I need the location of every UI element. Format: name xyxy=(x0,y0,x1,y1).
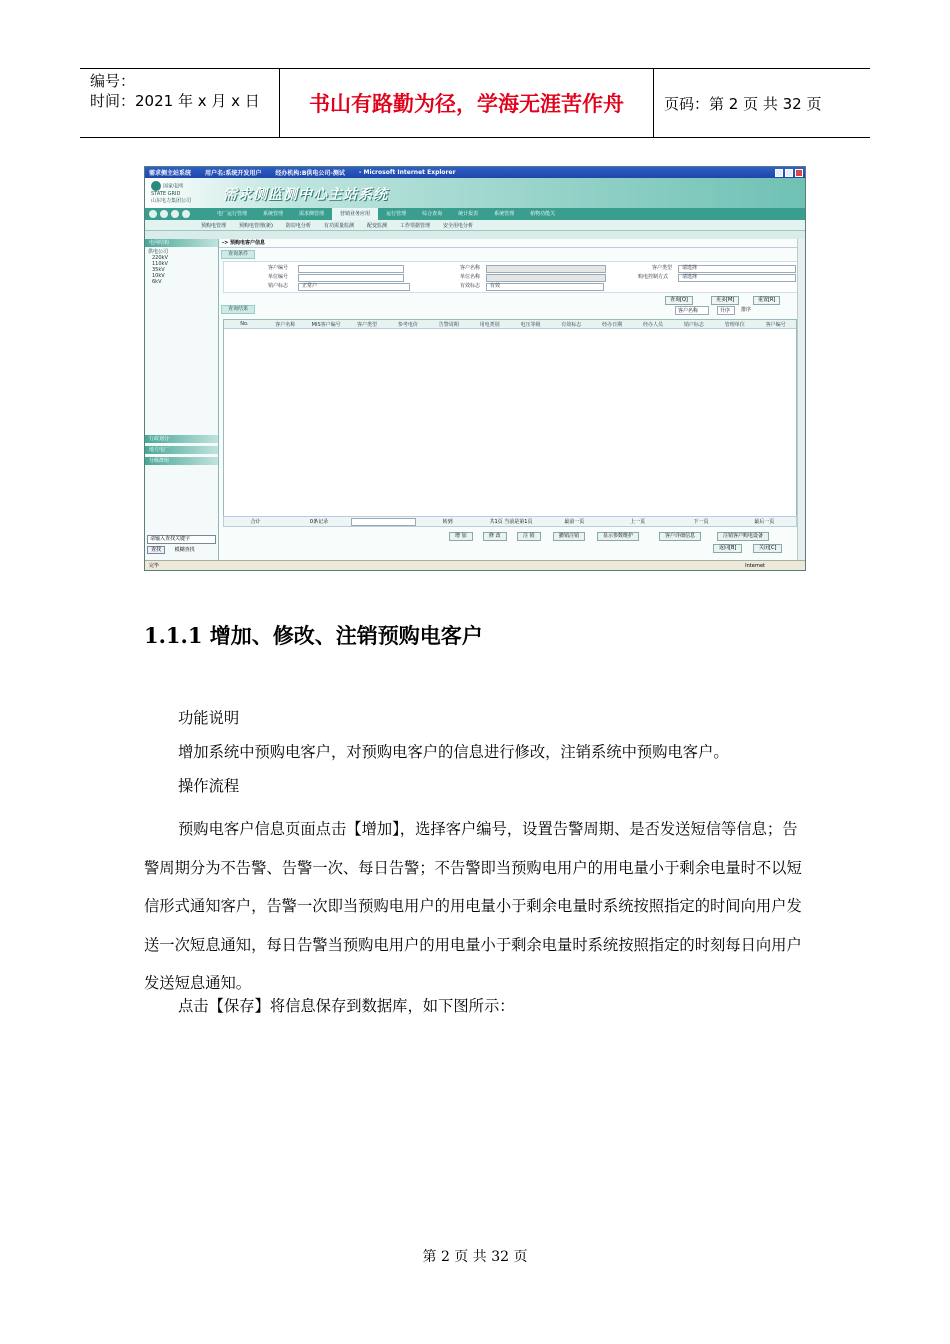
back-button[interactable]: 返回[B] xyxy=(713,544,742,553)
column-header[interactable]: 经办日期 xyxy=(602,321,623,328)
control-mode-label: 购电控制方式 xyxy=(638,274,669,280)
pager-item[interactable]: 最前一页 xyxy=(564,519,585,525)
status-zone: Internet xyxy=(745,562,765,569)
tab-result[interactable]: 查询结果 xyxy=(221,305,255,314)
nav-item[interactable]: 需求侧管理 xyxy=(299,211,325,217)
number-label: 编号： xyxy=(90,72,136,90)
status-text: 完毕 xyxy=(149,563,160,569)
window-titlebar xyxy=(145,167,805,178)
page-title: -> 预购电客户信息 xyxy=(219,239,805,248)
sub-nav-item[interactable]: 配变监测 xyxy=(366,222,387,229)
sub-nav xyxy=(145,220,805,231)
sub-nav-item[interactable]: 预购电管理(新) xyxy=(239,222,273,229)
forward-icon[interactable] xyxy=(160,210,168,218)
tree-node[interactable]: 6kV xyxy=(152,279,162,285)
vertical-scrollbar[interactable] xyxy=(797,239,805,561)
column-header[interactable]: 销户标志 xyxy=(683,321,704,328)
column-header[interactable]: 告警周期 xyxy=(438,321,459,328)
edit-button[interactable]: 修 改 xyxy=(483,532,507,541)
valid-flag-value: 有效 xyxy=(490,283,501,289)
control-mode-value: 请选择 xyxy=(682,274,698,280)
logo-line2: STATE GRID xyxy=(151,191,181,197)
back-icon[interactable] xyxy=(149,210,157,218)
valid-flag-select[interactable] xyxy=(486,283,604,291)
system-banner xyxy=(145,178,805,208)
nav-item[interactable]: 植物功能关 xyxy=(530,211,556,217)
tree-node[interactable]: 35kV xyxy=(152,267,165,273)
tree-node[interactable]: 110kV xyxy=(152,261,168,267)
column-header[interactable]: 用电类别 xyxy=(479,321,500,328)
query-button[interactable]: 查询[Q] xyxy=(665,296,693,305)
pager-item: 合计 xyxy=(250,519,261,525)
tab-query[interactable]: 查询条件 xyxy=(221,250,255,259)
minimize-icon[interactable] xyxy=(775,169,783,177)
add-button[interactable]: 增 加 xyxy=(449,532,473,541)
column-header[interactable]: 客户名称 xyxy=(275,321,296,328)
tree-node[interactable]: 220kV xyxy=(152,255,168,261)
paragraph: 功能说明 xyxy=(178,709,240,727)
document-header xyxy=(80,68,870,138)
column-header[interactable]: 电压等级 xyxy=(520,321,541,328)
column-header[interactable]: 客户类型 xyxy=(357,321,378,328)
sort-order-select[interactable]: 升序 xyxy=(717,306,735,315)
paragraph: 增加系统中预购电客户，对预购电客户的信息进行修改，注销系统中预购电客户。 xyxy=(178,743,729,761)
close-icon[interactable] xyxy=(795,169,803,177)
browser-label: - Microsoft Internet Explorer xyxy=(358,169,456,176)
more-button[interactable]: 更多[M] xyxy=(711,296,739,305)
account-flag-label: 销户标志 xyxy=(268,283,289,289)
pager-item[interactable]: 下一页 xyxy=(693,519,709,525)
sub-nav-item[interactable]: 有功需量监测 xyxy=(323,222,354,229)
time-label: 时间：2021 年 x 月 x 日 xyxy=(90,92,260,110)
sort-field-select[interactable]: 客户名称 xyxy=(675,306,709,315)
paragraph: 预购电客户信息页面点击【增加】，选择客户编号，设置告警周期、是否发送短信等信息；告警周期分为不告警、告警一次、每日告警；不告警即当预购电用户的用电量小于剩余电量时不以短信形式通知客户，告警一次即当预购电用户的用电量小于剩余电量时系统按照指定的时间向用户发送一次短息通知，每日告警当预购电用户的用电量小于剩余电量时系统按照指定的时刻每日向用户发送短息通知。 xyxy=(144,820,802,992)
sort-button[interactable]: 排序 xyxy=(741,307,752,313)
system-title: 需求侧监测中心主站系统 xyxy=(223,187,388,203)
action-bar xyxy=(219,295,805,305)
main-area xyxy=(145,239,805,561)
maximize-icon[interactable] xyxy=(785,169,793,177)
page-footer: 第 2 页 共 32 页 xyxy=(422,1249,528,1265)
column-header[interactable]: 管理单位 xyxy=(724,321,745,328)
left-button[interactable]: 地方电厂 xyxy=(145,446,218,454)
nav-item[interactable]: 电厂运行管理 xyxy=(217,211,248,217)
org-label: 经办机构:B供电公司-测试 xyxy=(275,170,345,177)
pager-item: 0条记录 xyxy=(309,519,329,525)
logo-line1: 国家电网 xyxy=(163,183,184,190)
query-form xyxy=(223,261,801,293)
grid-header xyxy=(224,320,796,329)
nav-item[interactable]: 系统管理 xyxy=(263,211,284,217)
window-title: 需求侧主站系统 xyxy=(149,170,192,177)
customer-type-label: 客户类型 xyxy=(652,265,673,271)
column-header[interactable]: 参考电价 xyxy=(397,321,418,328)
state-grid-logo-icon xyxy=(151,181,161,191)
left-panel xyxy=(145,239,219,561)
undo-cancel-button[interactable]: 撤销注销 xyxy=(553,532,585,541)
unit-no-label: 单位编号 xyxy=(268,274,289,280)
unit-name-input[interactable] xyxy=(486,274,606,282)
fuzzy-checkbox-label[interactable]: 模糊查找 xyxy=(174,547,195,553)
operation-bar xyxy=(223,531,797,541)
left-buttons xyxy=(145,435,218,468)
search-input[interactable]: 请输入查找关键字 xyxy=(147,535,216,544)
column-header[interactable]: No. xyxy=(240,321,249,327)
customer-no-input[interactable] xyxy=(298,265,404,273)
main-nav xyxy=(145,208,805,220)
left-search xyxy=(147,535,216,553)
valid-flag-label: 有效标志 xyxy=(460,283,481,289)
sub-nav-item[interactable]: 预购电管理 xyxy=(201,222,227,229)
header-page: 页码：第 2 页 共 32 页 xyxy=(664,94,822,113)
account-flag-value: 正常户 xyxy=(302,283,318,289)
left-button[interactable]: 行政划分 xyxy=(145,435,218,443)
form-row xyxy=(224,264,800,272)
form-row xyxy=(224,273,800,281)
search-button[interactable]: 查找 xyxy=(147,546,165,554)
reset-button[interactable]: 重置[R] xyxy=(753,296,780,305)
tree-root[interactable]: 供电公司 xyxy=(148,249,169,255)
cancel-device-button[interactable]: 注销客户购电设备 xyxy=(717,532,769,541)
tree-node[interactable]: 10kV xyxy=(152,273,165,279)
customer-detail-button[interactable]: 客户详细信息 xyxy=(659,532,701,541)
result-grid xyxy=(223,319,797,517)
pager-item: 共1页 当前是第1页 xyxy=(489,519,533,525)
column-header[interactable]: 有效标志 xyxy=(561,321,582,328)
column-header[interactable]: 经办人员 xyxy=(643,321,664,328)
status-bar xyxy=(145,560,805,570)
header-meta xyxy=(80,69,280,137)
grid-tree xyxy=(145,249,218,285)
sub-nav-item[interactable]: 安全用电分析 xyxy=(442,222,473,229)
nav-item-active[interactable]: 营销业务应用 xyxy=(332,208,378,220)
customer-no-label: 客户编号 xyxy=(268,265,289,271)
customer-name-input[interactable] xyxy=(486,265,606,273)
pager xyxy=(223,516,797,527)
sub-nav-item[interactable]: 工作票据管理 xyxy=(399,222,430,229)
nav-item[interactable]: 运行管理 xyxy=(386,211,407,217)
customer-type-value: 请选择 xyxy=(682,265,698,271)
left-header[interactable]: 电网结构 xyxy=(145,239,218,247)
pager-item[interactable]: 转到 xyxy=(442,519,453,525)
logo xyxy=(151,181,201,204)
sort-bar xyxy=(219,305,805,314)
nav-item[interactable]: 综合查询 xyxy=(422,211,443,217)
close-button[interactable]: 关闭[C] xyxy=(753,544,782,553)
paragraph: 点击【保存】将信息保存到数据库，如下图所示： xyxy=(178,997,515,1015)
pager-item[interactable]: 最后一页 xyxy=(754,519,775,525)
refresh-icon[interactable] xyxy=(171,210,179,218)
left-button[interactable]: 分级群组 xyxy=(145,457,218,465)
user-label: 用户名:系统开发用户 xyxy=(205,170,262,177)
unit-name-label: 单位名称 xyxy=(460,274,481,280)
sub-nav-item[interactable]: 防窃电分析 xyxy=(285,222,311,229)
paragraph: 操作流程 xyxy=(178,777,240,795)
form-row xyxy=(224,282,800,290)
bottom-bar xyxy=(223,543,797,553)
logo-line3: 山东电力集团公司 xyxy=(151,198,192,204)
app-screenshot xyxy=(144,166,806,571)
pager-item[interactable]: 上一页 xyxy=(630,519,646,525)
customer-name-label: 客户名称 xyxy=(460,265,481,271)
unit-no-input[interactable] xyxy=(298,274,404,282)
window-controls xyxy=(775,169,805,177)
column-header[interactable]: MIS客户编号 xyxy=(311,321,341,328)
param-maintain-button[interactable]: 显示参数维护 xyxy=(597,532,639,541)
right-panel xyxy=(219,239,805,561)
header-motto: 书山有路勤为径，学海无涯苦作舟 xyxy=(280,69,654,137)
nav-arrows xyxy=(145,210,209,218)
nav-item[interactable]: 系统管理 xyxy=(494,211,515,217)
nav-item[interactable]: 统计报表 xyxy=(458,211,479,217)
section-heading: 1.1.1 增加、修改、注销预购电客户 xyxy=(144,623,483,648)
pager-item xyxy=(351,518,416,526)
column-header[interactable]: 客户编号 xyxy=(765,321,786,328)
home-icon[interactable] xyxy=(182,210,190,218)
cancel-account-button[interactable]: 注 销 xyxy=(517,532,541,541)
